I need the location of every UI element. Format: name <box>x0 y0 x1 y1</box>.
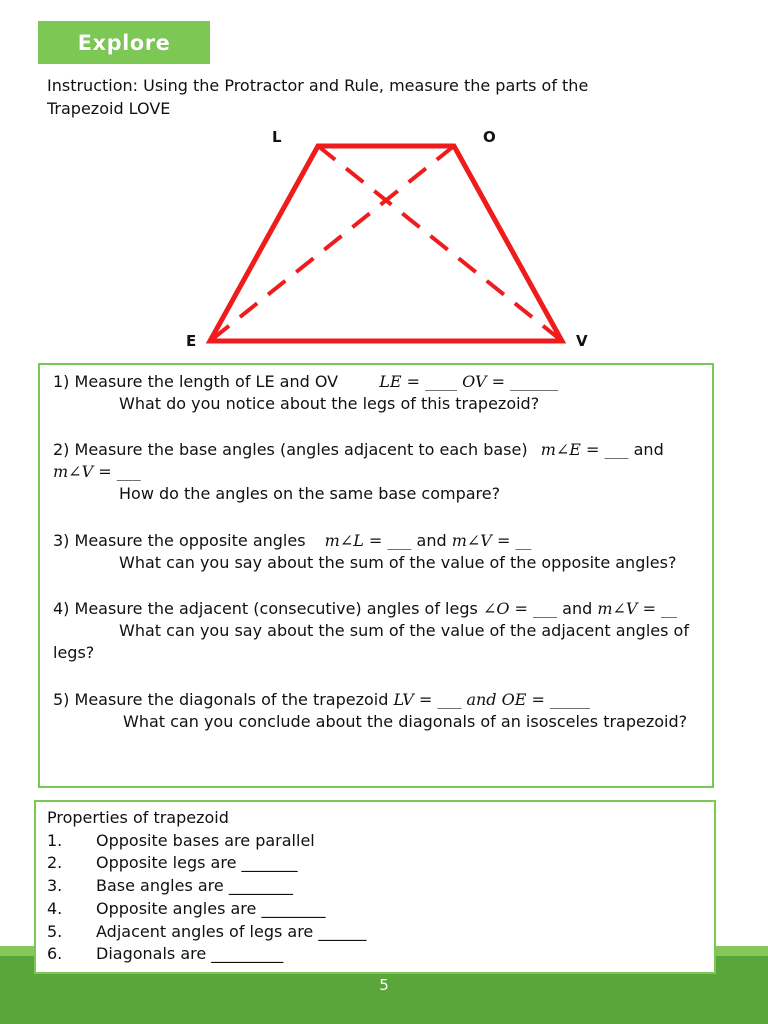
question-4-text: 4) Measure the adjacent (consecutive) angles of legs <box>53 599 478 618</box>
question-2-sub: How do the angles on the same base compare? <box>119 484 501 503</box>
question-5-math: LV = ___ and OE = _____ <box>393 690 590 709</box>
instruction-text <box>47 74 647 120</box>
diagonal-oe <box>210 146 454 341</box>
vertex-label-o: O <box>483 128 496 146</box>
question-1 <box>53 371 558 415</box>
question-2-math: m∠E = ___ <box>540 440 629 459</box>
question-3-text: 3) Measure the opposite angles <box>53 531 306 550</box>
page-number: 5 <box>379 976 389 994</box>
question-2-and: and <box>633 440 664 459</box>
question-4-math-2: m∠V = __ <box>597 599 678 618</box>
vertex-label-v: V <box>576 332 588 350</box>
property-item-1: 1. Opposite bases are parallel <box>47 831 315 850</box>
question-4 <box>53 598 689 664</box>
trapezoid-outline <box>210 146 562 341</box>
question-5 <box>53 689 687 733</box>
question-3 <box>53 530 676 574</box>
question-5-sub: What can you conclude about the diagonals of an isosceles trapezoid? <box>123 712 688 731</box>
property-item-4: 4. Opposite angles are ________ <box>47 899 326 918</box>
question-2-text: 2) Measure the base angles (angles adjacent to each base) <box>53 440 528 459</box>
properties-title: Properties of trapezoid <box>47 808 229 827</box>
question-3-sub: What can you say about the sum of the value of the opposite angles? <box>119 553 677 572</box>
trapezoid-love-diagram <box>0 120 768 355</box>
vertex-label-l: L <box>272 128 282 146</box>
instruction-line-2: Trapezoid LOVE <box>47 99 171 118</box>
question-4-and: and <box>562 599 593 618</box>
property-item-6: 6. Diagonals are _________ <box>47 944 284 963</box>
question-4-sub: What can you say about the sum of the value of the adjacent angles of <box>119 621 689 640</box>
question-2-math-2: m∠V = ___ <box>53 462 141 481</box>
question-4-sub-2: legs? <box>53 643 95 662</box>
instruction-line-1: Instruction: Using the Protractor and Rule, measure the parts of the <box>47 76 589 95</box>
question-3-math-2: m∠V = __ <box>451 531 532 550</box>
question-1-sub: What do you notice about the legs of this trapezoid? <box>119 394 540 413</box>
question-3-math: m∠L = ___ <box>324 531 412 550</box>
property-item-3: 3. Base angles are ________ <box>47 876 293 895</box>
vertex-label-e: E <box>186 332 197 350</box>
question-1-math: LE = ____ OV = ______ <box>379 372 559 391</box>
explore-header: Explore <box>38 21 210 64</box>
question-1-text: 1) Measure the length of LE and OV <box>53 372 339 391</box>
property-item-5: 5. Adjacent angles of legs are ______ <box>47 922 367 941</box>
property-item-2: 2. Opposite legs are _______ <box>47 853 298 872</box>
question-5-text: 5) Measure the diagonals of the trapezoid <box>53 690 389 709</box>
diagonal-lv <box>318 146 562 341</box>
question-3-and: and <box>416 531 447 550</box>
question-4-math: ∠O = ___ <box>482 599 558 618</box>
question-2 <box>53 439 664 505</box>
